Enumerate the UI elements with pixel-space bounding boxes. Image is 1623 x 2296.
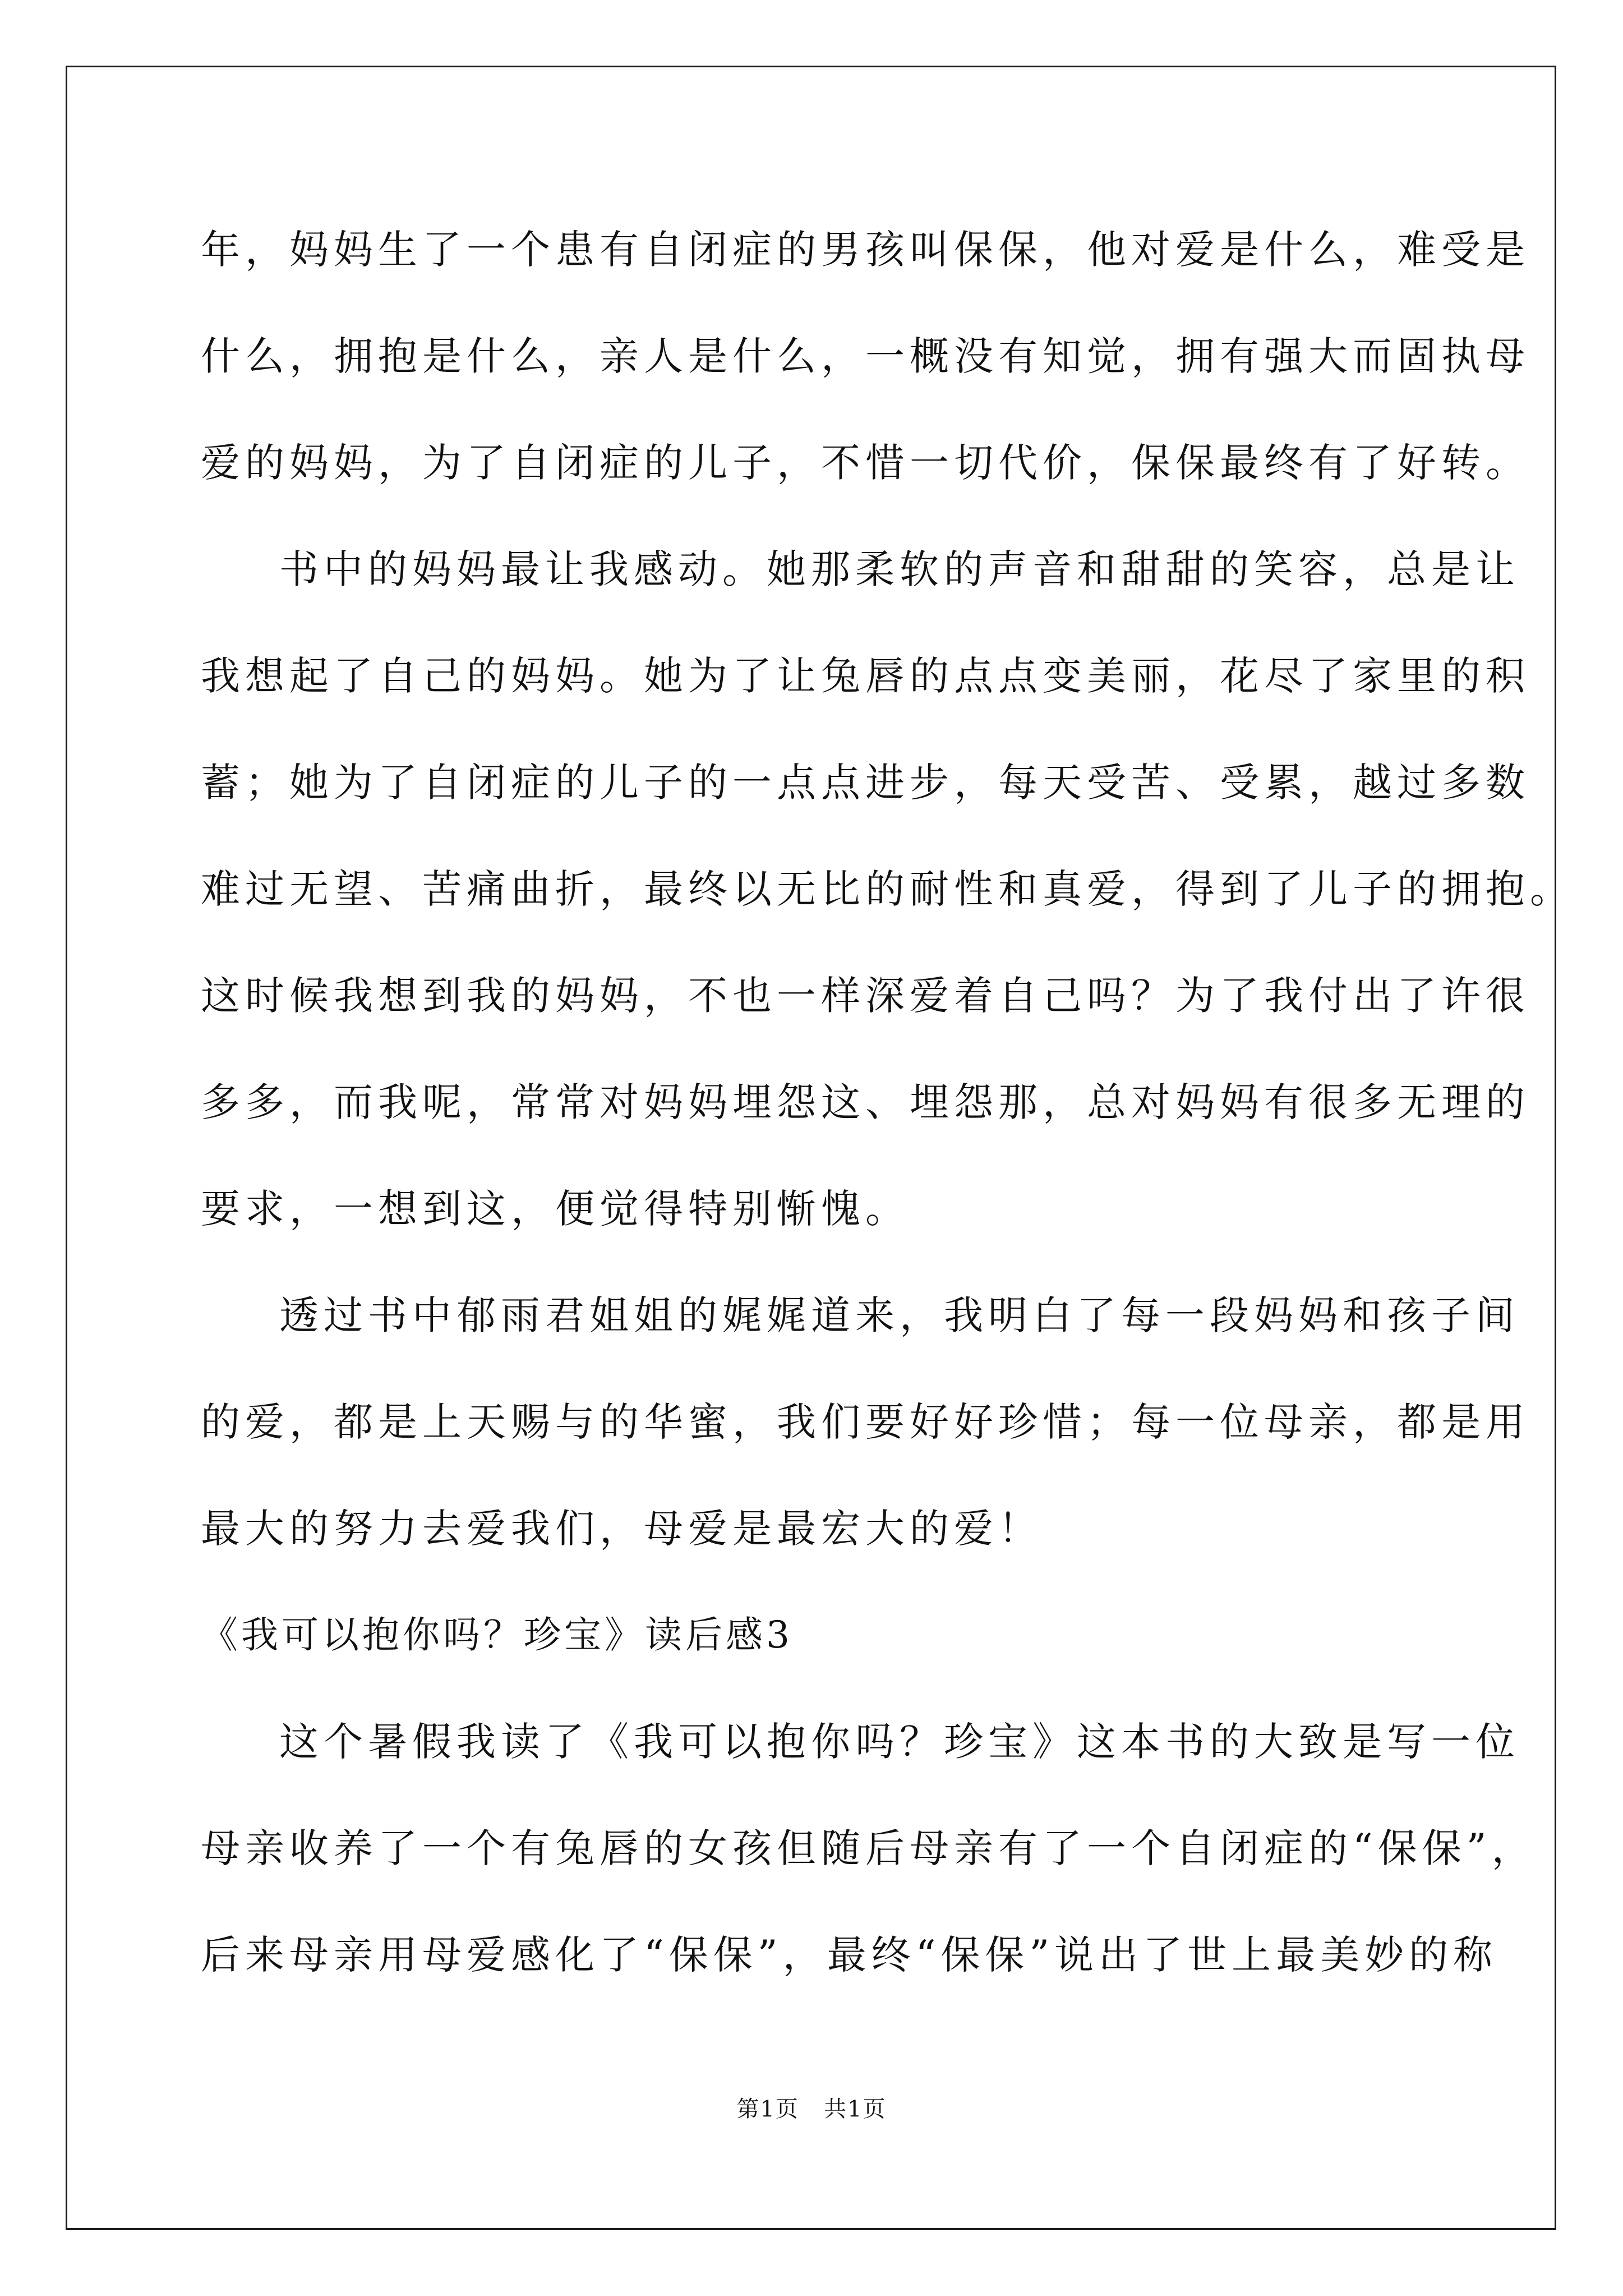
- text-line: 年，妈妈生了一个患有自闭症的男孩叫保保，他对爱是什么，难受是: [201, 227, 1530, 273]
- text-line: 的爱，都是上天赐与的华蜜，我们要好好珍惜；每一位母亲，都是用: [201, 1399, 1530, 1445]
- section-heading: 《我可以抱你吗？珍宝》读后感3: [201, 1613, 793, 1657]
- page-footer: 第1页 共1页: [736, 2096, 887, 2122]
- text-line: 母亲收养了一个有兔唇的女孩但随后母亲有了一个自闭症的“保保”，: [201, 1825, 1536, 1871]
- text-line: 难过无望、苦痛曲折，最终以无比的耐性和真爱，得到了儿子的拥抱。: [201, 866, 1574, 912]
- text-line: 蓄；她为了自闭症的儿子的一点点进步，每天受苦、受累，越过多数: [201, 760, 1530, 806]
- text-line: 爱的妈妈，为了自闭症的儿子，不惜一切代价，保保最终有了好转。: [201, 440, 1530, 486]
- text-line: 要求，一想到这，便觉得特别惭愧。: [201, 1186, 910, 1232]
- paragraph-start-line: 透过书中郁雨君姐姐的娓娓道来，我明白了每一段妈妈和孩子间: [279, 1292, 1520, 1338]
- text-line: 我想起了自己的妈妈。她为了让兔唇的点点变美丽，花尽了家里的积: [201, 653, 1530, 699]
- paragraph-start-line: 书中的妈妈最让我感动。她那柔软的声音和甜甜的笑容，总是让: [279, 546, 1520, 592]
- text-line: 后来母亲用母爱感化了“保保”，最终“保保”说出了世上最美妙的称: [201, 1932, 1498, 1978]
- page-border: [66, 66, 1574, 2230]
- text-line: 多多，而我呢，常常对妈妈埋怨这、埋怨那，总对妈妈有很多无理的: [201, 1079, 1530, 1125]
- text-line: 什么，拥抱是什么，亲人是什么，一概没有知觉，拥有强大而固执母: [201, 333, 1530, 379]
- text-line: 最大的努力去爱我们，母爱是最宏大的爱！: [201, 1506, 1043, 1552]
- paragraph-start-line: 这个暑假我读了《我可以抱你吗？珍宝》这本书的大致是写一位: [279, 1719, 1520, 1765]
- text-line: 这时候我想到我的妈妈，不也一样深爱着自己吗？为了我付出了许很: [201, 973, 1530, 1019]
